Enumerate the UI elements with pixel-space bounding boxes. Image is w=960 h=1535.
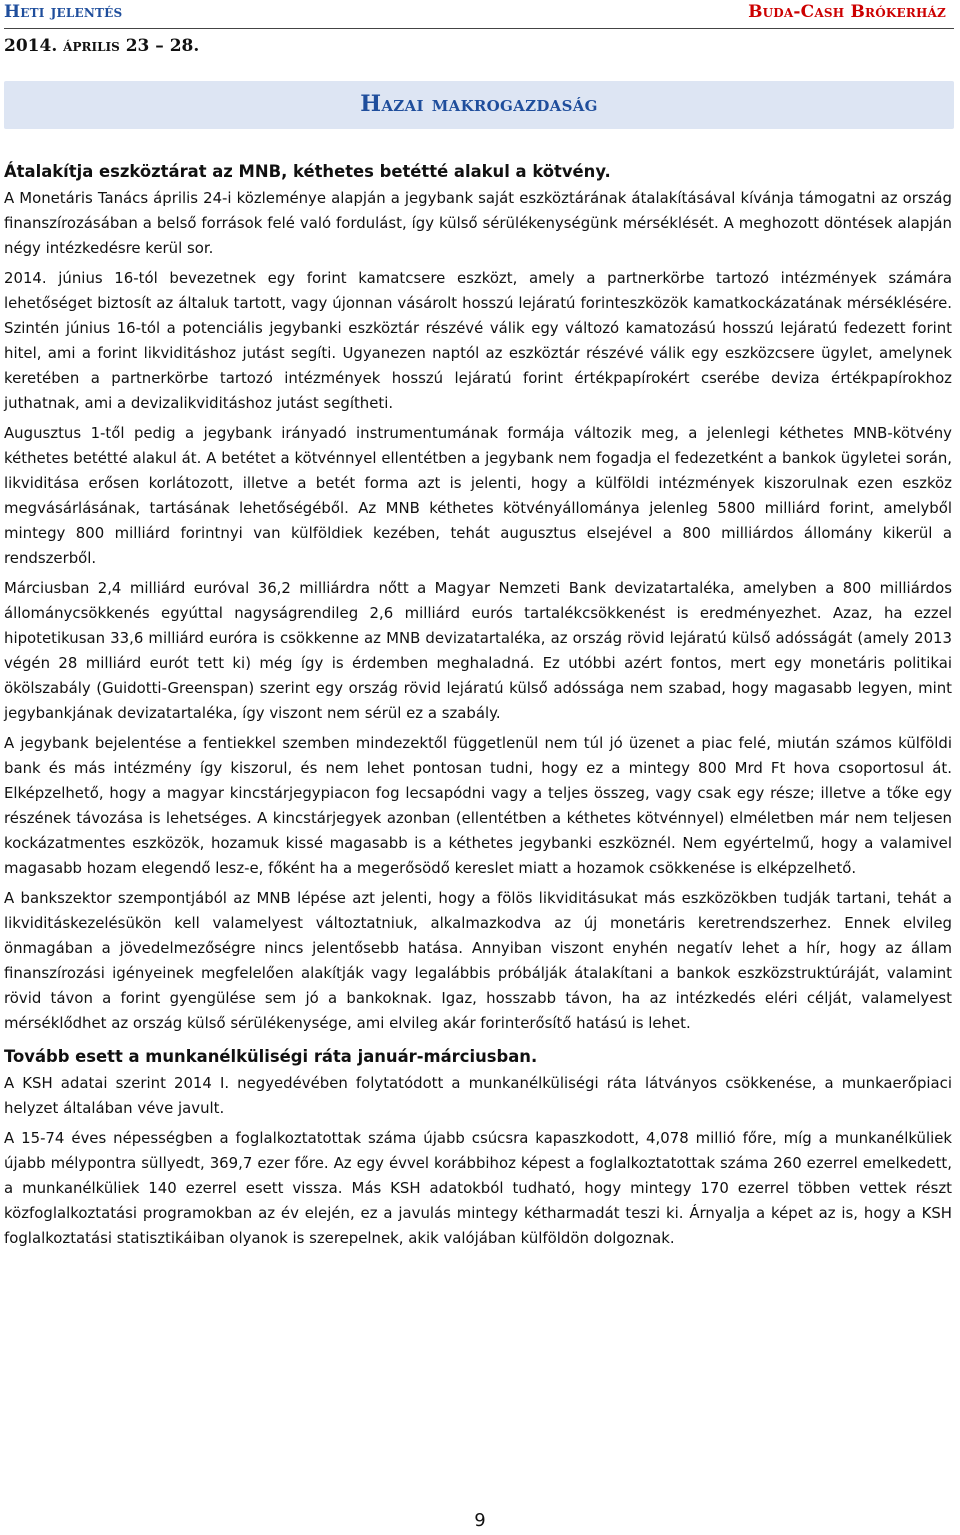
article-paragraph: A bankszektor szempontjából az MNB lépése azt jelenti, hogy a fölös likviditásukat más eszközökben tudják tartani, tehát a likviditáskezelésükön kell valamelyest változtatniuk, alkalmazkodva az új monetáris keretrendszerhez. Ennek elvileg önmagában a jövedelmezőségre nincs jelentősebb hatása. Annyiban viszont enyhén negatív lehet a hír, hogy az állam finanszírozási igényeinek megfelelően alakítják vagy legalábbis próbálják átalakítani a bankok eszközstruktúráját, valamint rövid távon a forint gyengülése sem jó a bankoknak. Igaz, hosszabb távon, ha az intézkedés eléri célját, valamelyest mérséklődhet az ország külső sérülékenysége, ami elvileg akár forinterősítő hatású is lehet. <box>4 889 952 1032</box>
section-banner <box>4 81 954 129</box>
company-name: Buda-Cash Brókerház <box>748 2 946 22</box>
header-divider <box>4 28 954 29</box>
article-body <box>4 159 952 1256</box>
article-paragraph: Márciusban 2,4 milliárd euróval 36,2 milliárdra nőtt a Magyar Nemzeti Bank devizatartaléka, amelyben a 800 milliárdos állománycsökkenés egyúttal nagyságrendileg 2,6 milliárd eurós tartalékcsökkenést is eredményezhet. Azaz, ha ezzel hipotetikusan 33,6 milliárd euróra is csökkenne az MNB devizatartaléka, az ország rövid lejáratú külső adósságát (amely 2013 végén 28 milliárd eurót tett ki) még így is érdemben meghaladná. Ez utóbbi azért fontos, mert egy monetáris politikai ökölszabály (Guidotti-Greenspan) szerint egy ország rövid lejáratú külső adóssága nem szabad, hogy magasabb legyen, mint jegybankjának devizatartaléka, így viszont nem sérül ez a szabály. <box>4 579 952 722</box>
report-title: Heti jelentés <box>4 2 123 22</box>
article-paragraph: A 15-74 éves népességben a foglalkoztatottak száma újabb csúcsra kapaszkodott, 4,078 millió főre, míg a munkanélküliek újabb mélypontra süllyedt, 369,7 ezer főre. Az egy évvel korábbihoz képest a foglalkoztatottak száma 260 ezerrel emelkedett, a munkanélküliek 140 ezerrel esett vissza. Más KSH adatokból tudható, hogy mintegy 170 ezerrel többen vettek részt közfoglalkoztatási programokban az év elején, ez a javulás mintegy kétharmadát teszi ki. Árnyalja a képet az is, hogy a KSH foglalkoztatási statisztikáiban olyanok is szerepelnek, akik valójában külföldön dolgoznak. <box>4 1129 952 1247</box>
article-paragraph: A KSH adatai szerint 2014 I. negyedévében folytatódott a munkanélküliségi ráta látványos csökkenése, a munkaerőpiaci helyzet általában véve javult. <box>4 1074 952 1117</box>
page-number: 9 <box>474 1510 486 1531</box>
report-date: 2014. április 23 – 28. <box>4 36 200 56</box>
article-paragraph: Augusztus 1-től pedig a jegybank irányadó instrumentumának formája változik meg, a jelenlegi kéthetes MNB-kötvény kéthetes betétté alakul át. A betétet a kötvénnyel ellentétben a jegybank nem fogadja el fedezetként a bankok ügyletei során, likviditása erősen korlátozott, illetve a betét forma azt is jelenti, hogy a külföldi intézmények kiszorulnak ezen eszköz megvásárlásának, tartásának lehetőségéből. Az MNB kéthetes kötvényállománya jelenleg 5800 milliárd forint, amelyből mintegy 800 milliárd forintnyi van külföldiek kezében, tehát augusztus elsejével a 800 milliárdos állomány kikerül a rendszerből. <box>4 424 952 567</box>
article-paragraph: 2014. június 16-tól bevezetnek egy forint kamatcsere eszközt, amely a partnerkörbe tartozó intézmények számára lehetőséget biztosít az általuk tartott, vagy újonnan vásárolt hosszú lejáratú forinteszközök kamatkockázatának mérséklésére. Szintén június 16-tól a potenciális jegybanki eszköztár részévé válik egy változó kamatozású hosszú lejáratú fedezett forint hitel, ami a forint likviditáshoz jutást segíti. Ugyanezen naptól az eszköztár részévé válik egy eszközcsere ügylet, amelynek keretében a partnerkörbe tartozó intézmények hosszú lejáratú forint értékpapírokért cserébe deviza értékpapírokhoz juthatnak, ami a devizalikviditáshoz jutást segítheti. <box>4 269 952 412</box>
section-title: Hazai makrogazdaság <box>360 91 598 117</box>
article-headline: Átalakítja eszköztárat az MNB, kéthetes betétté alakul a kötvény. <box>4 162 611 181</box>
article-paragraph: A Monetáris Tanács április 24-i közleménye alapján a jegybank saját eszköztárának átalakításával kívánja támogatni az ország finanszírozásában a belső források felé való fordulást, így külső sérülékenységünk mérséklését. A meghozott döntések alapján négy intézkedésre kerül sor. <box>4 189 952 257</box>
article-paragraph: A jegybank bejelentése a fentiekkel szemben mindezektől függetlenül nem túl jó üzenet a piac felé, miután számos külföldi bank és más intézmény így kiszorul, és nem lehet pontosan tudni, hogy ez a mintegy 800 Mrd Ft hova csoportosul át. Elképzelhető, hogy a magyar kincstárjegypiacon fog lecsapódni vagy a teljes összeg, vagy csak egy része; illetve a tőke egy részének távozása is lehetséges. A kincstárjegyek azonban (ellentétben a kéthetes kötvénnyel) elméletben már nem teljesen kockázatmentes eszközök, hozamuk kissé magasabb is a kéthetes jegybanki eszköznél. Nem egyértelmű, hogy a valamivel magasabb hozam elegendő lesz-e, főként ha a megerősödő kereslet miatt a hozamok csökkenése is elképzelhető. <box>4 734 952 877</box>
article-headline: Tovább esett a munkanélküliségi ráta január-márciusban. <box>4 1047 538 1066</box>
